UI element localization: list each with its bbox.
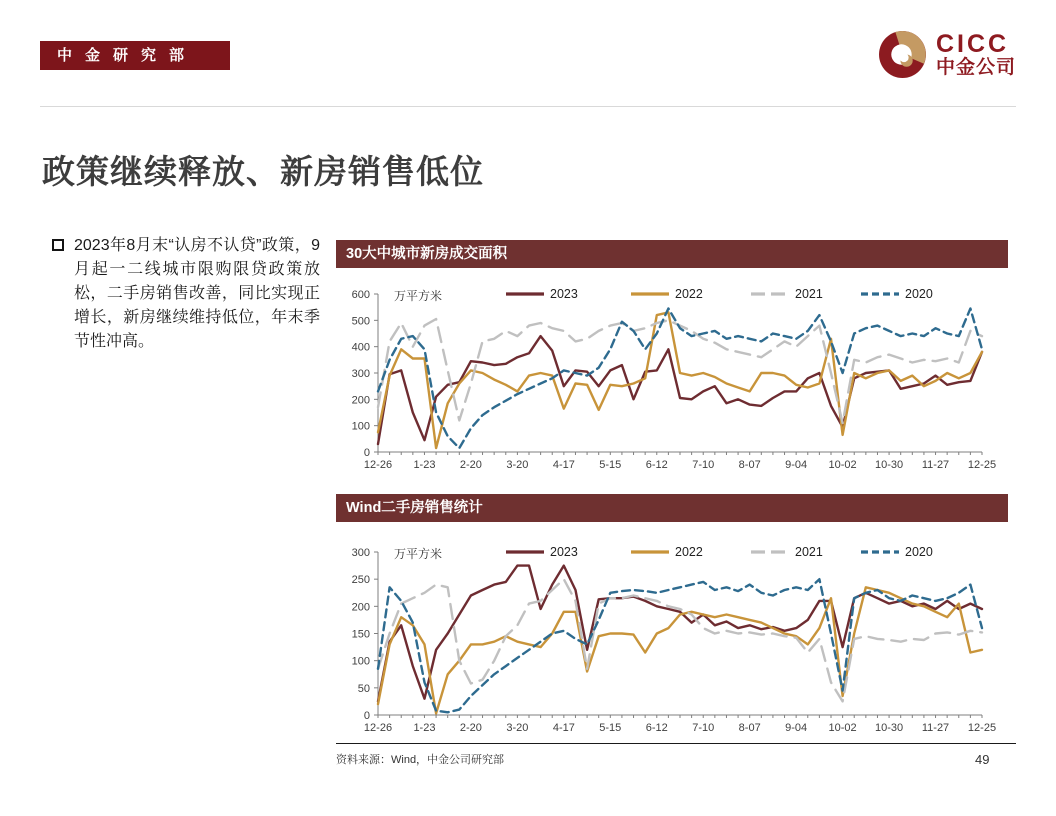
x-tick-label: 11-27: [921, 722, 950, 734]
x-tick-label: 10-02: [828, 459, 857, 471]
legend-label-2022: 2022: [675, 287, 703, 301]
y-tick-label: 200: [351, 394, 370, 407]
legend-label-2023: 2023: [550, 545, 578, 559]
footer-divider: [336, 743, 1016, 744]
chart-title-bar-secondhand: Wind二手房销售统计: [336, 494, 1008, 522]
x-tick-label: 8-07: [738, 722, 761, 734]
x-tick-label: 12-26: [363, 459, 393, 471]
logo-text-cicc: CICC: [936, 29, 1010, 58]
dept-badge: 中金研究部: [40, 41, 230, 70]
chart-panel-secondhand: [336, 494, 1008, 736]
chart-panel-new-homes: [336, 240, 1008, 480]
x-tick-label: 4-17: [552, 459, 575, 471]
y-tick-label: 300: [351, 547, 370, 559]
unit-label: 万平方米: [394, 547, 443, 561]
logo-text-chinese: 中金公司: [936, 56, 1017, 78]
chart-title-bar-new-homes: 30大中城市新房成交面积: [336, 240, 1008, 268]
x-tick-label: 10-30: [875, 459, 904, 471]
legend-label-2021: 2021: [795, 545, 823, 559]
bullet-text: 2023年8月末“认房不认贷”政策，9月起一二线城市限购限贷政策放松，二手房销售改善，同比实现正增长，新房继续维持低位，年末季节性冲高。: [74, 237, 320, 350]
y-tick-label: 300: [351, 368, 370, 380]
legend-label-2020: 2020: [905, 545, 933, 559]
series-line-2020: [378, 309, 982, 449]
legend-label-2020: 2020: [905, 287, 933, 301]
x-tick-label: 6-12: [645, 459, 668, 471]
square-bullet-icon: [52, 239, 64, 251]
x-tick-label: 10-30: [875, 722, 904, 734]
series-line-2022: [378, 587, 982, 713]
unit-label: 万平方米: [394, 289, 443, 303]
page-number: 49: [975, 752, 990, 767]
x-tick-label: 10-02: [828, 722, 857, 734]
y-tick-label: 150: [351, 628, 370, 641]
x-tick-label: 3-20: [506, 459, 529, 471]
legend-label-2022: 2022: [675, 545, 703, 559]
page-title: 政策继续释放、新房销售低位: [42, 153, 484, 190]
chart-new-homes: [336, 268, 1008, 480]
x-tick-label: 5-15: [599, 722, 622, 734]
x-tick-label: 8-07: [738, 459, 761, 471]
x-tick-label: 6-12: [645, 722, 668, 734]
y-tick-label: 50: [357, 682, 370, 695]
x-tick-label: 5-15: [599, 459, 622, 471]
y-tick-label: 400: [351, 341, 370, 354]
x-tick-label: 12-25: [967, 459, 997, 471]
cicc-logo: [878, 30, 1016, 79]
x-tick-label: 7-10: [692, 459, 715, 471]
x-tick-label: 9-04: [785, 722, 808, 734]
x-tick-label: 12-25: [967, 722, 997, 734]
logo-text: [936, 29, 1017, 78]
source-note: 资料来源：Wind，中金公司研究部: [336, 754, 505, 766]
x-tick-label: 1-23: [413, 722, 436, 734]
x-tick-label: 1-23: [413, 459, 436, 471]
y-tick-label: 250: [351, 574, 370, 587]
y-tick-label: 0: [363, 710, 370, 722]
legend-label-2023: 2023: [550, 287, 578, 301]
x-tick-label: 9-04: [785, 459, 808, 471]
bullet-item: [52, 234, 322, 354]
x-tick-label: 3-20: [506, 722, 529, 734]
x-tick-label: 2-20: [459, 459, 482, 471]
y-tick-label: 100: [351, 420, 370, 433]
y-tick-label: 0: [363, 447, 370, 459]
x-tick-label: 4-17: [552, 722, 575, 734]
header-divider: [40, 106, 1016, 107]
chart-secondhand: [336, 522, 1008, 736]
legend-label-2021: 2021: [795, 287, 823, 301]
x-tick-label: 11-27: [921, 459, 950, 471]
x-tick-label: 2-20: [459, 722, 482, 734]
x-tick-label: 7-10: [692, 722, 715, 734]
cicc-logo-icon: [878, 30, 927, 79]
x-tick-label: 12-26: [363, 722, 393, 734]
y-tick-label: 200: [351, 601, 370, 614]
y-tick-label: 100: [351, 655, 370, 668]
y-tick-label: 600: [351, 289, 370, 301]
y-tick-label: 500: [351, 315, 370, 328]
